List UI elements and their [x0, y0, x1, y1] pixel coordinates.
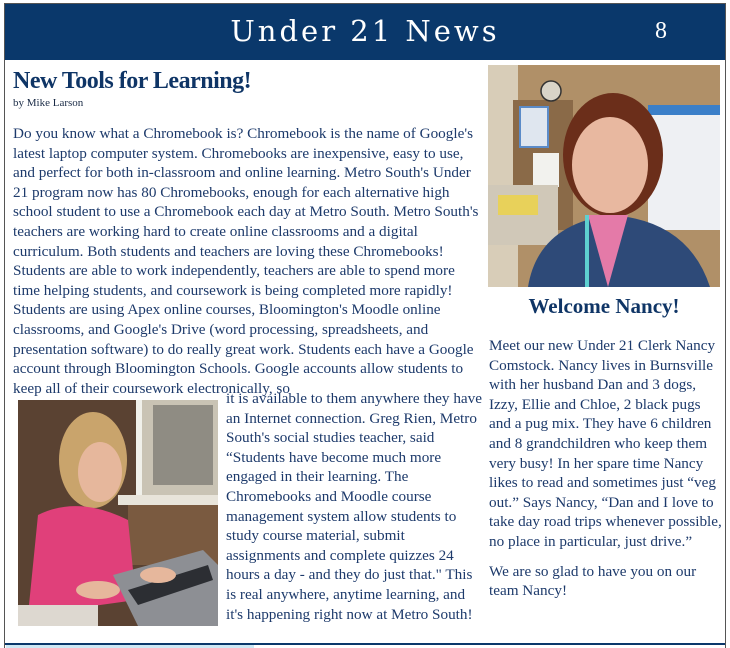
sidebar-paragraph: We are so glad to have you on our team Nancy!: [489, 562, 697, 600]
sidebar-paragraph: Meet our new Under 21 Clerk Nancy Comstock. Nancy lives in Burnsville with her husband Dan and 3 dogs, Izzy, Ellie and Chloe, 2 black pugs and a pug mix. They have 6 children and 8 grandchildren who keep them very busy! In her spare time Nancy likes to read and sometimes just “veg out.” Says Nancy, “Dan and I love to take day road trips whenever possible, no place in particular, just drive.”: [489, 337, 722, 550]
article-paragraph-continued: it is available to them anywhere they have an Internet connection. Greg Rien, Metro South's social studies teacher, said “Students have become much more engaged in their learning. The Chromebooks and Moodle course management system allow students to study course material, submit assignments and complete quizzes 24 hours a day - and they do just that." This is real anywhere, anytime learning, and it's happening right now at Metro South!: [226, 390, 482, 623]
article-body: [13, 124, 481, 398]
article-headline: New Tools for Learning!: [13, 68, 252, 94]
article-paragraph: Do you know what a Chromebook is? Chromebook is the name of Google's latest laptop computer system. Chromebooks are inexpensive, easy to use, and perfect for both in-classroom and online learning. Metro South's Under 21 program now has 80 Chromebooks, enough for each alternative high school student to use a Chromebook each day at Metro South. Metro South's teachers are working hard to create online classrooms and a digital curriculum. Both students and teachers are loving these Chromebooks! Students are able to work independently, teachers are able to spend more time helping students, and coursework is being completed more rapidly! Students are using Apex online courses, Bloomington's Moodle online classrooms, and Google's Drive (word processing, spreadsheets, and presentation software) to do really great work. Students each have a Google account through Bloomington Schools. Google accounts allow students to keep all of their coursework electronically, so: [13, 125, 479, 397]
nancy-portrait-photo-icon: [488, 65, 720, 287]
sidebar-body: [489, 336, 725, 611]
student-laptop-photo-icon: [18, 400, 218, 626]
newsletter-title: Under 21 News: [230, 14, 500, 48]
masthead: [5, 4, 725, 60]
page-number: 8: [655, 18, 667, 44]
sidebar-title: Welcome Nancy!: [528, 294, 680, 318]
student-laptop-photo: [18, 400, 218, 626]
article-body-wrapped: [226, 389, 482, 624]
nancy-portrait-photo: [488, 65, 720, 287]
article-byline: by Mike Larson: [13, 97, 84, 109]
